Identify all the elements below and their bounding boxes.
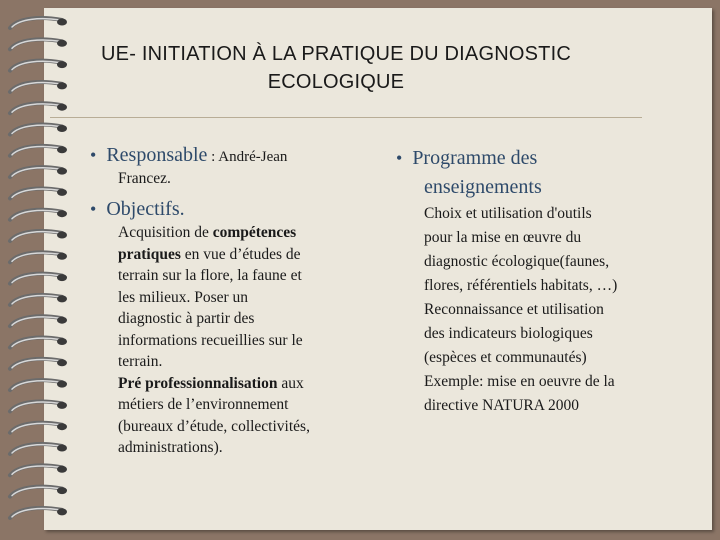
- title-line-1: UE- INITIATION À LA PRATIQUE DU DIAGNOSTIC: [101, 43, 571, 65]
- programme-line: Reconnaissance et utilisation: [424, 301, 604, 318]
- bullet-dot-icon: •: [396, 148, 403, 168]
- programme-line-2: enseignements: [424, 176, 542, 198]
- programme-line: pour la mise en œuvre du: [424, 229, 582, 246]
- obj-text-line: terrain.: [118, 353, 163, 370]
- obj-text-part: Acquisition de: [118, 224, 213, 241]
- slide-title: [56, 40, 616, 96]
- programme-line: flores, référentiels habitats, …): [424, 277, 618, 294]
- spiral-hole: [57, 210, 67, 217]
- spiral-hole: [57, 146, 67, 153]
- spiral-hole: [57, 274, 67, 281]
- bullet-objectifs: [90, 197, 185, 221]
- spiral-hole: [57, 295, 67, 302]
- obj-text-line: terrain sur la flore, la faune et: [118, 267, 302, 284]
- programme-line: Exemple: mise en oeuvre de la: [424, 373, 615, 390]
- programme-line: (espèces et communautés): [424, 349, 587, 366]
- programme-line: diagnostic écologique(faunes,: [424, 253, 610, 270]
- obj-text-line: (bureaux d’étude, collectivités,: [118, 417, 310, 435]
- spiral-hole: [57, 338, 67, 345]
- bullet-responsable: [90, 143, 287, 169]
- objectifs-label: Objectifs.: [106, 198, 185, 220]
- obj-text-line: diagnostic à partir des: [118, 310, 255, 327]
- obj-text-part: aux: [277, 374, 304, 392]
- obj-text-bold: pratiques: [118, 245, 181, 263]
- programme-text: [424, 202, 704, 418]
- programme-line: des indicateurs biologiques: [424, 325, 593, 342]
- obj-text-line: métiers de l’environnement: [118, 396, 289, 413]
- objectifs-text: [118, 222, 378, 459]
- obj-text-part: en vue d’études de: [180, 245, 301, 263]
- programme-line: directive NATURA 2000: [424, 397, 579, 414]
- obj-text-bold: compétences: [212, 224, 297, 241]
- spiral-hole: [57, 423, 67, 430]
- spiral-hole: [57, 466, 67, 473]
- obj-text-line: les milieux. Poser un: [118, 288, 249, 306]
- spiral-hole: [57, 253, 67, 260]
- spiral-hole: [57, 402, 67, 409]
- spiral-hole: [57, 445, 67, 452]
- bullet-programme: [396, 146, 537, 170]
- responsable-value-2: Francez.: [118, 170, 171, 187]
- programme-line: Choix et utilisation d'outils: [424, 205, 592, 222]
- spiral-hole: [57, 232, 67, 239]
- spiral-hole: [57, 104, 67, 111]
- title-line-2: ECOLOGIQUE: [267, 71, 405, 93]
- obj-text-line: informations recueillies sur le: [118, 331, 303, 349]
- responsable-label: Responsable: [106, 144, 208, 166]
- bullet-dot-icon: •: [90, 199, 97, 219]
- spiral-hole: [57, 381, 67, 388]
- spiral-hole: [57, 19, 67, 26]
- obj-text-line: administrations).: [118, 439, 223, 456]
- spiral-hole: [57, 125, 67, 132]
- spiral-hole: [57, 317, 67, 324]
- title-divider: [50, 117, 642, 118]
- responsable-value: : André-Jean: [207, 149, 288, 165]
- obj-text-bold: Pré professionnalisation: [118, 374, 278, 392]
- bullet-dot-icon: •: [90, 145, 97, 165]
- spiral-hole: [57, 359, 67, 366]
- spiral-hole: [57, 168, 67, 175]
- spiral-hole: [57, 487, 67, 494]
- spiral-hole: [57, 508, 67, 515]
- programme-line-1: Programme des: [412, 147, 538, 169]
- spiral-hole: [57, 189, 67, 196]
